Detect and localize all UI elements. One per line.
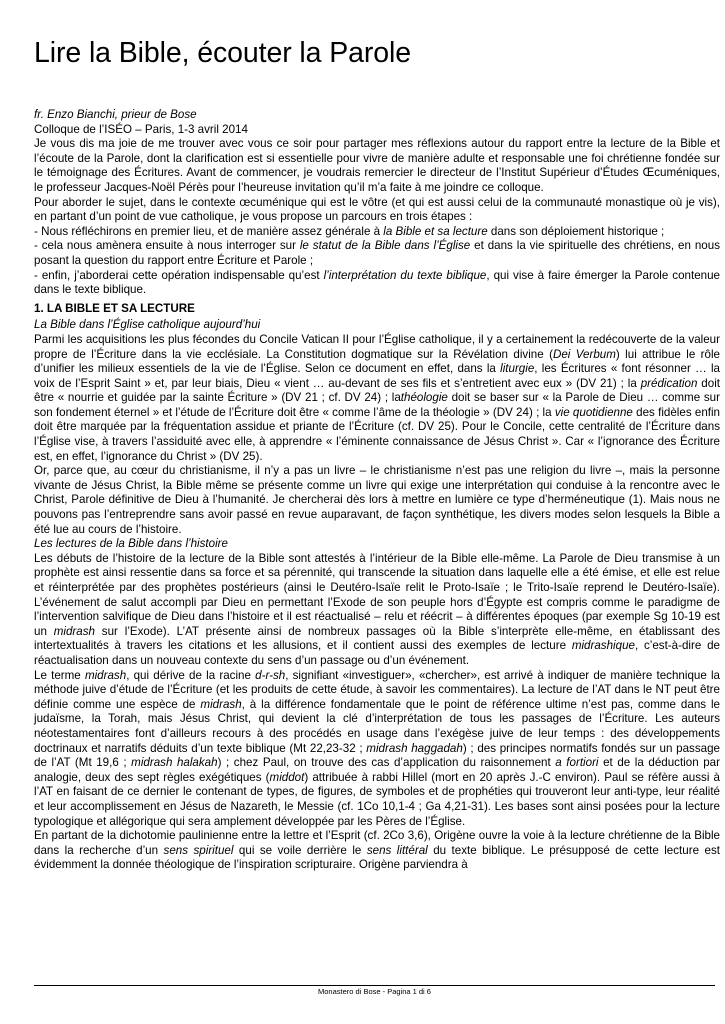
step-item: - cela nous amènera ensuite à nous interroger sur le statut de la Bible dans l’Église et dans la vie spirituelle des chrétiens, en nous posant la question du rapport entre Écriture et Parole ;	[34, 239, 720, 267]
body-paragraph: Parmi les acquisitions les plus fécondes du Concile Vatican II pour l’Église catholique, il y a certainement la redécouverte de la valeur propre de l’Écriture dans la vie ecclésiale. La Constitution dogmatique sur la Révélation divine (Dei Verbum) lui attribue le rôle d’unifier les milieux essentiels de la vie de l’Église. Selon ce document en effet, dans la liturgie, les Écritures « font résonner … la voix de l’Esprit Saint » et, par leur biais, Dieu « vient … au-devant de ses fils et s’entretient avec eux » (DV 21) ; la prédication doit être « nourrie et guidée par la sainte Écriture » (DV 21 ; cf. DV 24) ; lathéologie doit se baser sur « la Parole de Dieu … comme sur son fondement éternel » et l’étude de l’Écriture doit être « comme l’âme de la théologie » (DV 24) ; la vie quotidienne des fidèles enfin doit être marquée par la fréquentation assidue et priante de l’Écriture (cf. DV 25). Pour le Concile, cette centralité de l’Écriture dans l’Église vise, à travers l’assiduité avec elle, à apprendre « l’éminente connaissance de Jésus Christ ». Car « l’ignorance des Écriture est, en effet, l’ignorance du Christ » (DV 25).	[34, 332, 721, 463]
step-item: - Nous réfléchirons en premier lieu, et de manière assez générale à la Bible et sa lecture dans son déploiement historique ;	[34, 224, 665, 238]
section-heading: 1. LA BIBLE ET SA LECTURE	[34, 301, 195, 315]
body-paragraph: Le terme midrash, qui dérive de la racine d-r-sh, signifiant «investiguer», «chercher», est arrivé à indiquer de manière technique la méthode juive d’étude de l’Écriture (et les produits de cette étude, à savoir les commentaires). La lecture de l’AT dans le NT peut être définie comme une espèce de midrash, à la différence fondamentale que le point de référence ultime n’est pas, comme dans le judaïsme, la Torah, mais Jésus Christ, qui devient la clé d’interprétation de tous les passages de l’Écriture. Les auteurs néotestamentaires font d’ailleurs recours à des procédés en usage dans l’exégèse juive de leur temps : des développements doctrinaux et narratifs déduits d’un texte biblique (Mt 22,23-32 ; midrash haggadah) ; des principes normatifs fondés sur un passage de l’AT (Mt 19,6 ; midrash halakah) ; chez Paul, on trouve des cas d’application du raisonnement a fortiori et de la déduction par analogie, deux des sept règles exégétiques (middot) attribuée à rabbi Hillel (mort en 20 après J.-C environ). Paul se réfère aussi à l’AT en faisant de ce dernier le contenant de types, de figures, de symboles et de prophéties qui trouveront leur anti-type, leur réalité et leur accomplissement en Jésus de Nazareth, le Messie (cf. 1Co 10,1-4 ; Ga 4,21-31). Les bases sont ainsi posées pour la lecture typologique et allégorique qui sera amplement développée par les Pères de l’Église.	[34, 668, 721, 828]
document-body	[34, 137, 720, 873]
subsection-heading: Les lectures de la Bible dans l’histoire	[34, 537, 228, 551]
subsection-heading: La Bible dans l’Église catholique aujourd’hui	[34, 318, 261, 332]
intro-paragraph: Pour aborder le sujet, dans le contexte œcuménique qui est le vôtre (et qui est aussi celui de la communauté monastique où je vis), en partant d’un point de vue catholique, je vous propose un parcours en trois étapes :	[34, 195, 720, 224]
document-title: Lire la Bible, écouter la Parole	[34, 37, 412, 69]
author-line: fr. Enzo Bianchi, prieur de Bose	[34, 108, 197, 121]
page-footer	[34, 985, 715, 997]
intro-paragraph: Je vous dis ma joie de me trouver avec vous ce soir pour partager mes réflexions autour du rapport entre la lecture de la Bible et l’écoute de la Parole, dont la clarification est si essentielle pour vivre de manière adulte et responsable une foi chrétienne fondée sur le témoignage des Écritures. Avant de commencer, je voudrais remercier le directeur de l’Institut Supérieur d’Études Œcuméniques, le professeur Jacques-Noël Pérès pour l’heureuse invitation qu’il m’a faite à me joindre ce colloque.	[34, 137, 720, 194]
footer-page-number: Monastero di Bose - Pagina 1 di 6	[318, 987, 431, 996]
body-paragraph: Or, parce que, au cœur du christianisme, il n’y a pas un livre – le christianisme n’est pas une religion du livre –, mais la personne vivante de Jésus Christ, la Bible même se présente comme un livre qui exige une interprétation qui conduise à la rencontre avec le Christ, Parole définitive de Dieu à l’humanité. Je chercherai dès lors à mettre en lumière ce type d’herméneutique (1). Mais nous ne pouvons pas l’entreprendre sans avoir passé en revue auparavant, de façon synthétique, les divers modes selon lesquels la Bible a été lue au cours de l’histoire.	[34, 464, 720, 536]
colloque-line: Colloque de l’ISÉO – Paris, 1-3 avril 2014	[34, 122, 248, 136]
body-paragraph: En partant de la dichotomie paulinienne entre la lettre et l’Esprit (cf. 2Co 3,6), Origène ouvre la voie à la lecture chrétienne de la Bible dans la recherche d’un sens spirituel qui se voile derrière le sens littéral du texte biblique. Le présupposé de cette lecture est évidemment la donnée théologique de l’inspiration scripturaire. Origène parviendra à	[34, 829, 720, 872]
page-content	[34, 36, 720, 873]
step-item: - enfin, j’aborderai cette opération indispensable qu’est l’interprétation du texte biblique, qui vise à faire émerger la Parole contenue dans le texte biblique.	[34, 268, 720, 297]
body-paragraph: Les débuts de l’histoire de la lecture de la Bible sont attestés à l’intérieur de la Bible elle-même. La Parole de Dieu transmise à un prophète est ainsi ressentie dans sa force et sa pérennité, qui transcende la situation dans laquelle elle a été émise, et elle est relue et réinterprétée par des prophètes postérieurs (ainsi le Deutéro-Isaïe relit le Proto-Isaïe ; le Trito-Isaïe reprend le Deutéro-Isaïe). L’événement de salut accompli par Dieu en permettant l’Exode de son peuple hors d’Égypte est compris comme le paradigme de l’intervention salvifique de Dieu dans l’histoire et il est réactualisé – relu et réécrit – à différentes époques (par exemple Sg 10-19 est un midrash sur l’Exode). L’AT présente ainsi de nombreux passages où la Bible s’interprète elle-même, en établissant des intertextualités à travers les citations et les allusions, et il contient aussi des exemples de lecture midrashique, c’est-à-dire de réactualisation dans un nouveau contexte du sens d’un passage ou d’un événement.	[34, 551, 720, 667]
